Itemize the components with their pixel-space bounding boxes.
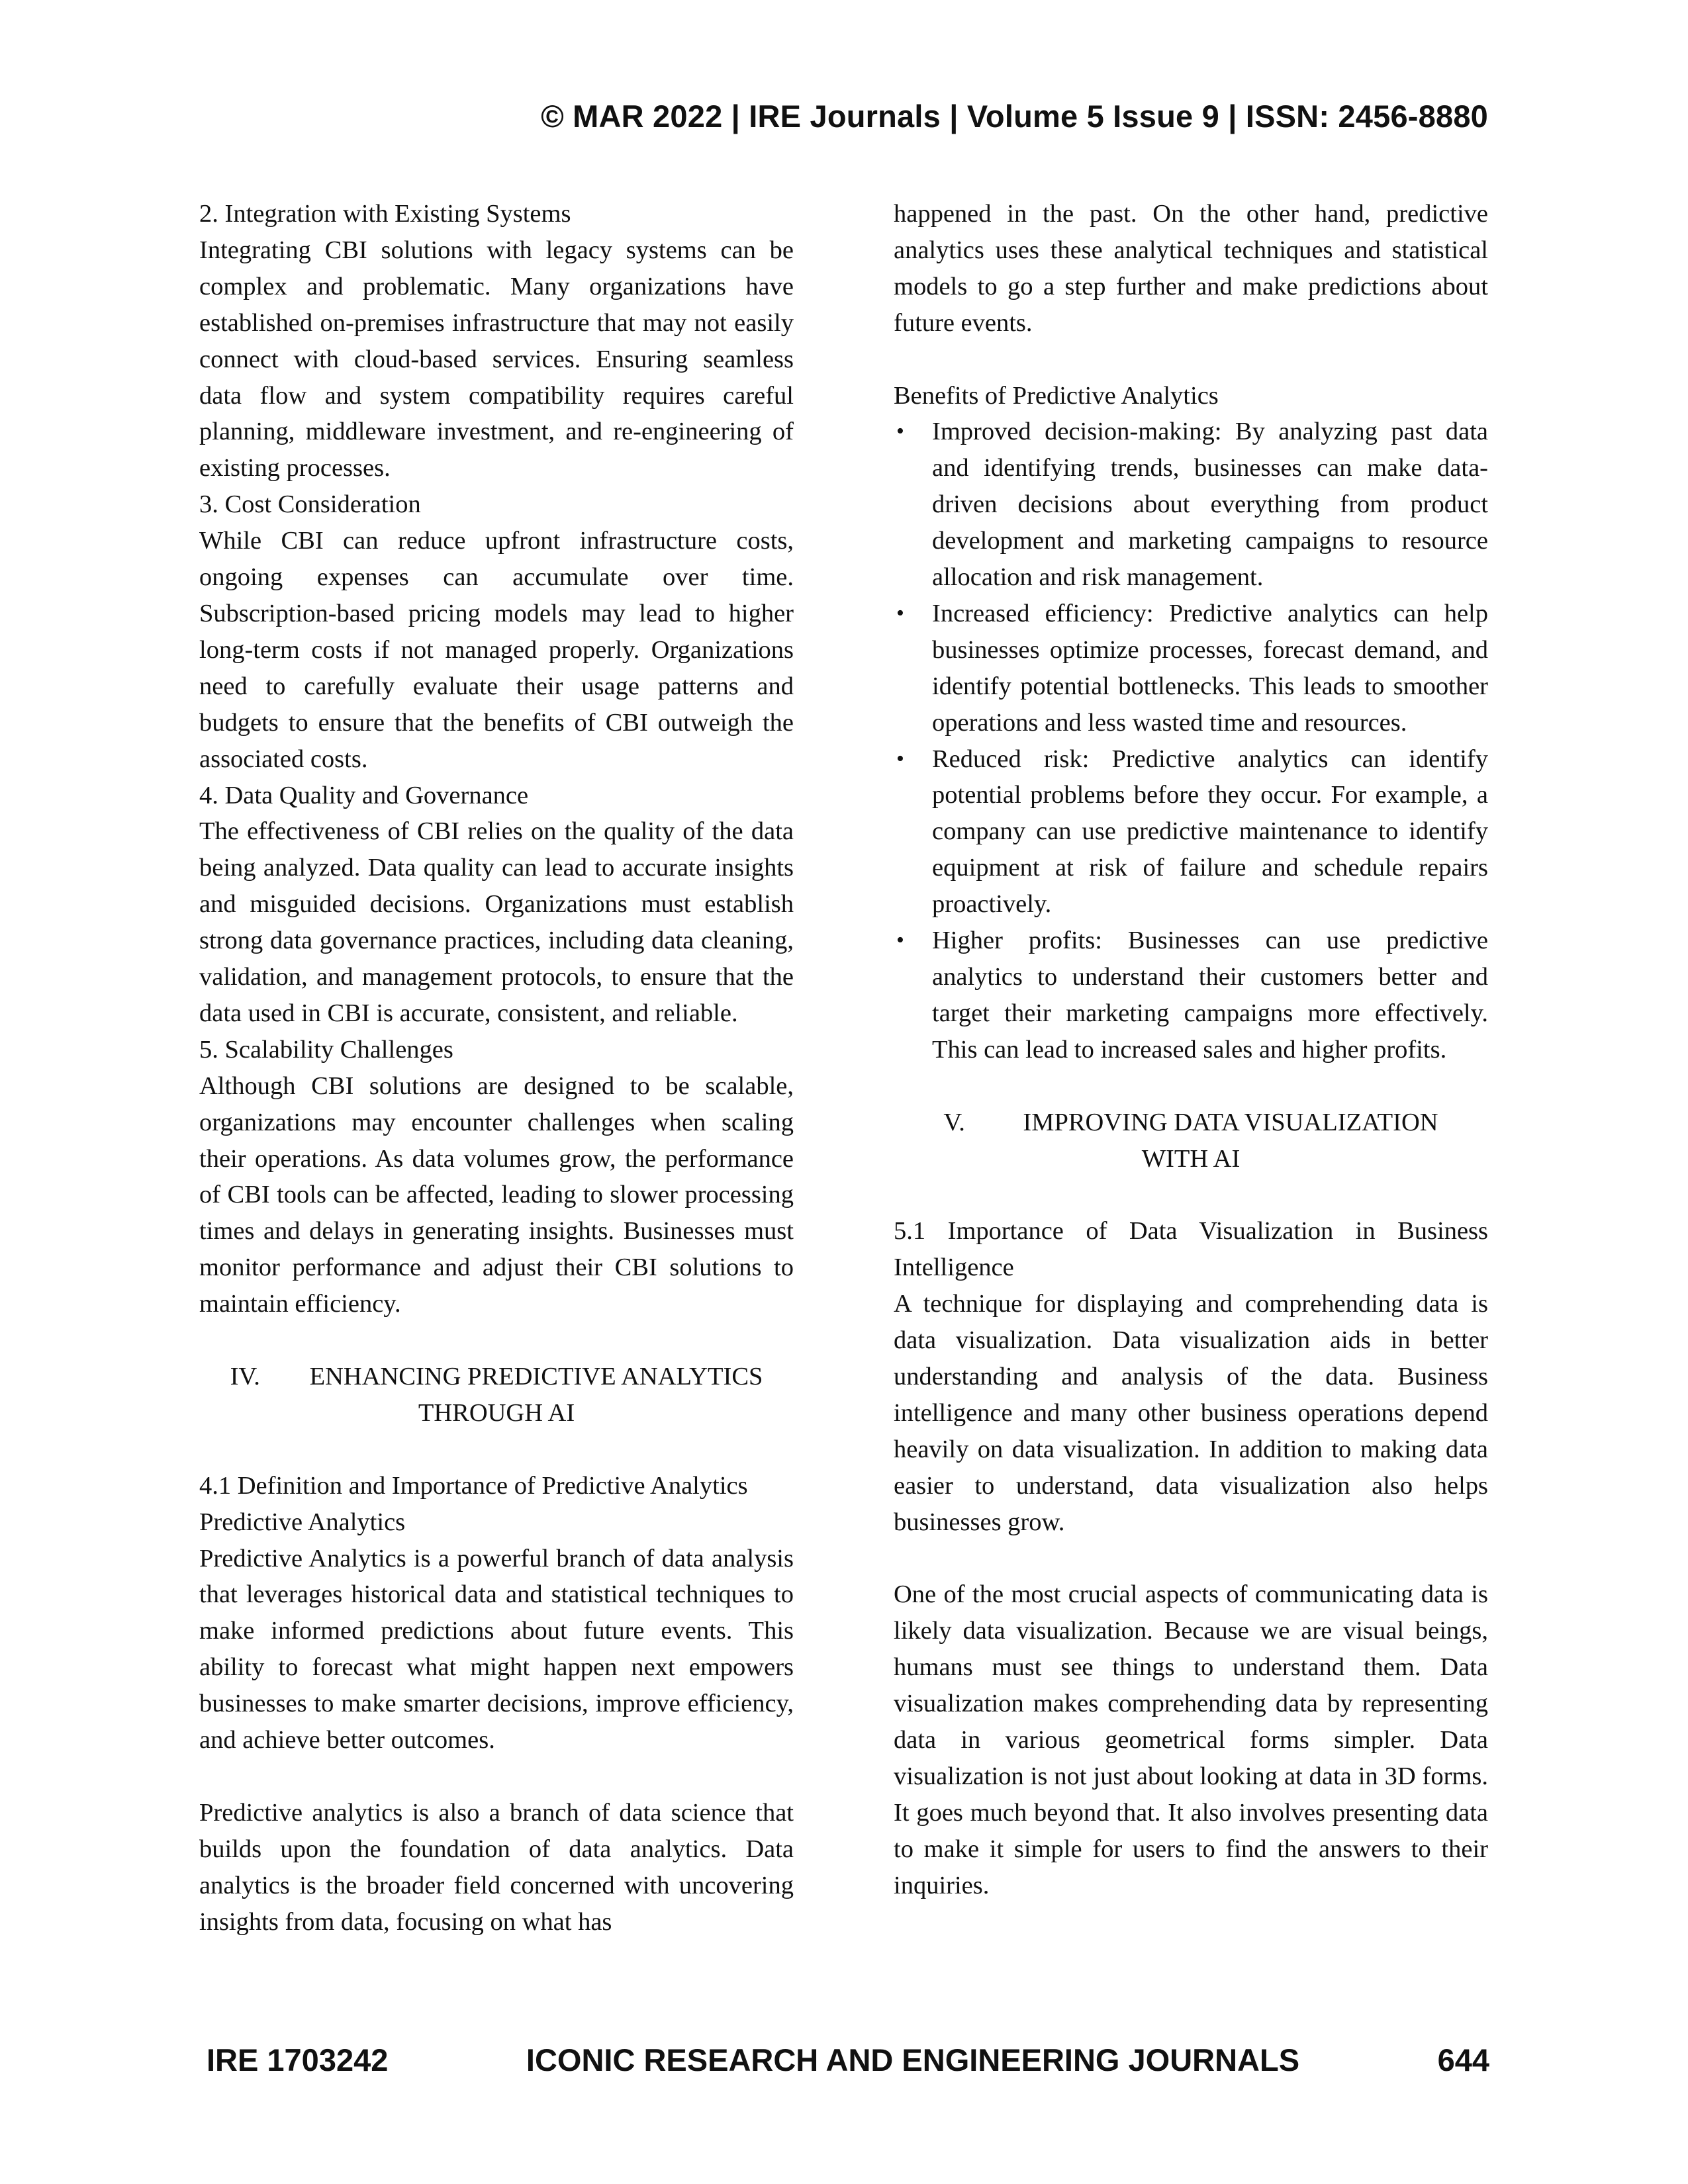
section-number-iv: IV.: [230, 1362, 260, 1390]
paragraph-cost: While CBI can reduce upfront infrastructure costs, ongoing expenses can accumulate over time. Subscription-based pricing models may lead to higher long-term costs if not managed properly. Organizations need to carefully evaluate their usage patterns and budgets to ensure that the benefits of CBI outweigh the associated costs.: [199, 527, 794, 773]
subsection-title-scalability: 5. Scalability Challenges: [199, 1035, 453, 1064]
journal-name: ICONIC RESEARCH AND ENGINEERING JOURNALS: [526, 2042, 1300, 2077]
section-heading-iv: [199, 1359, 794, 1432]
subsection-title-data-quality: 4. Data Quality and Governance: [199, 781, 529, 809]
subsection-title-4-1: 4.1 Definition and Importance of Predictive Analytics: [199, 1471, 748, 1500]
list-item: [894, 923, 1488, 1068]
paragraph-visualization-communication: One of the most crucial aspects of communicating data is likely data visualization. Because we are visual beings, humans must see things to understand them. Data visualization makes comprehending data by representing data in various geometrical forms simpler. Data visualization is not just about looking at data in 3D forms. It goes much beyond that. It also involves presenting data to make it simple for users to find the answers to their inquiries.: [894, 1580, 1488, 1899]
page-number: 644: [1437, 2042, 1489, 2077]
paragraph-predictive-definition: Predictive Analytics is a powerful branch of data analysis that leverages historical data and statistical techniques to make informed predictions about future events. This ability to forecast what might happen next empowers businesses to make smarter decisions, improve efficiency, and achieve better outcomes.: [199, 1544, 794, 1754]
paragraph-integration: Integrating CBI solutions with legacy systems can be complex and problematic. Many organizations have established on-premises infrastructure that may not easily connect with cloud-based services. Ensuring seamless data flow and system compatibility requires careful planning, middleware investment, and re-engineering of existing processes.: [199, 236, 794, 482]
benefit-text: Improved decision-making: By analyzing past data and identifying trends, businesses can make data-driven decisions about everything from product development and marketing campaigns to resource allocation and risk management.: [932, 418, 1488, 592]
paper-id: IRE 1703242: [207, 2042, 389, 2077]
bullet-icon: •: [896, 600, 904, 625]
benefit-text: Reduced risk: Predictive analytics can identify potential problems before they occur. For example, a company can use predictive maintenance to identify equipment at risk of failure and schedule repairs proactively.: [932, 745, 1488, 919]
bullet-icon: •: [896, 419, 904, 444]
list-item: [894, 596, 1488, 741]
list-item: [894, 414, 1488, 596]
subsection-title-integration: 2. Integration with Existing Systems: [199, 200, 571, 228]
bullet-icon: •: [896, 746, 904, 771]
journal-header: © MAR 2022 | IRE Journals | Volume 5 Issue 9 | ISSN: 2456-8880: [541, 99, 1488, 134]
paragraph-scalability: Although CBI solutions are designed to be scalable, organizations may encounter challenges when scaling their operations. As data volumes grow, the performance of CBI tools can be affected, leading to slower processing times and delays in generating insights. Businesses must monitor performance and adjust their CBI solutions to maintain efficiency.: [199, 1071, 794, 1318]
benefit-text: Increased efficiency: Predictive analytics can help businesses optimize processes, forecast demand, and identify potential bottlenecks. This leads to smoother operations and less wasted time and resources.: [932, 599, 1488, 737]
subsection-title-5-1: 5.1 Importance of Data Visualization in Business Intelligence: [894, 1217, 1488, 1282]
section-number-v: V.: [943, 1108, 965, 1136]
bullet-icon: •: [896, 928, 904, 953]
benefits-title: Benefits of Predictive Analytics: [894, 381, 1219, 410]
section-heading-v: [894, 1105, 1488, 1177]
left-column: [199, 196, 794, 1940]
paragraph-data-quality: The effectiveness of CBI relies on the quality of the data being analyzed. Data quality can lead to accurate insights and misguided decisions. Organizations must establish strong data governance practices, including data cleaning, validation, and management protocols, to ensure that the data used in CBI is accurate, consistent, and reliable.: [199, 817, 794, 1027]
section-title-v-line1: IMPROVING DATA VISUALIZATION: [1023, 1108, 1438, 1136]
journal-footer: [207, 2042, 1489, 2078]
section-title-iv-line2: THROUGH AI: [418, 1398, 575, 1427]
section-title-v-line2: WITH AI: [1141, 1144, 1241, 1173]
benefits-list: [894, 414, 1488, 1068]
paragraph-predictive-branch: Predictive analytics is also a branch of data science that builds upon the foundation of data analytics. Data analytics is the broader field concerned with uncovering insights from data, focusing on what has: [199, 1798, 794, 1936]
benefit-text: Higher profits: Businesses can use predictive analytics to understand their customers better and target their marketing campaigns more effectively. This can lead to increased sales and higher profits.: [932, 927, 1488, 1064]
paragraph-continued: happened in the past. On the other hand, predictive analytics uses these analytical techniques and statistical models to go a step further and make predictions about future events.: [894, 200, 1488, 337]
right-column: [894, 196, 1488, 1904]
subsection-title-cost: 3. Cost Consideration: [199, 490, 421, 519]
list-item: [894, 741, 1488, 923]
subsection-label-predictive-analytics: Predictive Analytics: [199, 1508, 406, 1536]
section-title-iv-line1: ENHANCING PREDICTIVE ANALYTICS: [309, 1362, 763, 1390]
paragraph-visualization-importance: A technique for displaying and comprehending data is data visualization. Data visualization aids in better understanding and analysis of the data. Business intelligence and many other business operations depend heavily on data visualization. In addition to making data easier to understand, data visualization also helps businesses grow.: [894, 1290, 1488, 1536]
